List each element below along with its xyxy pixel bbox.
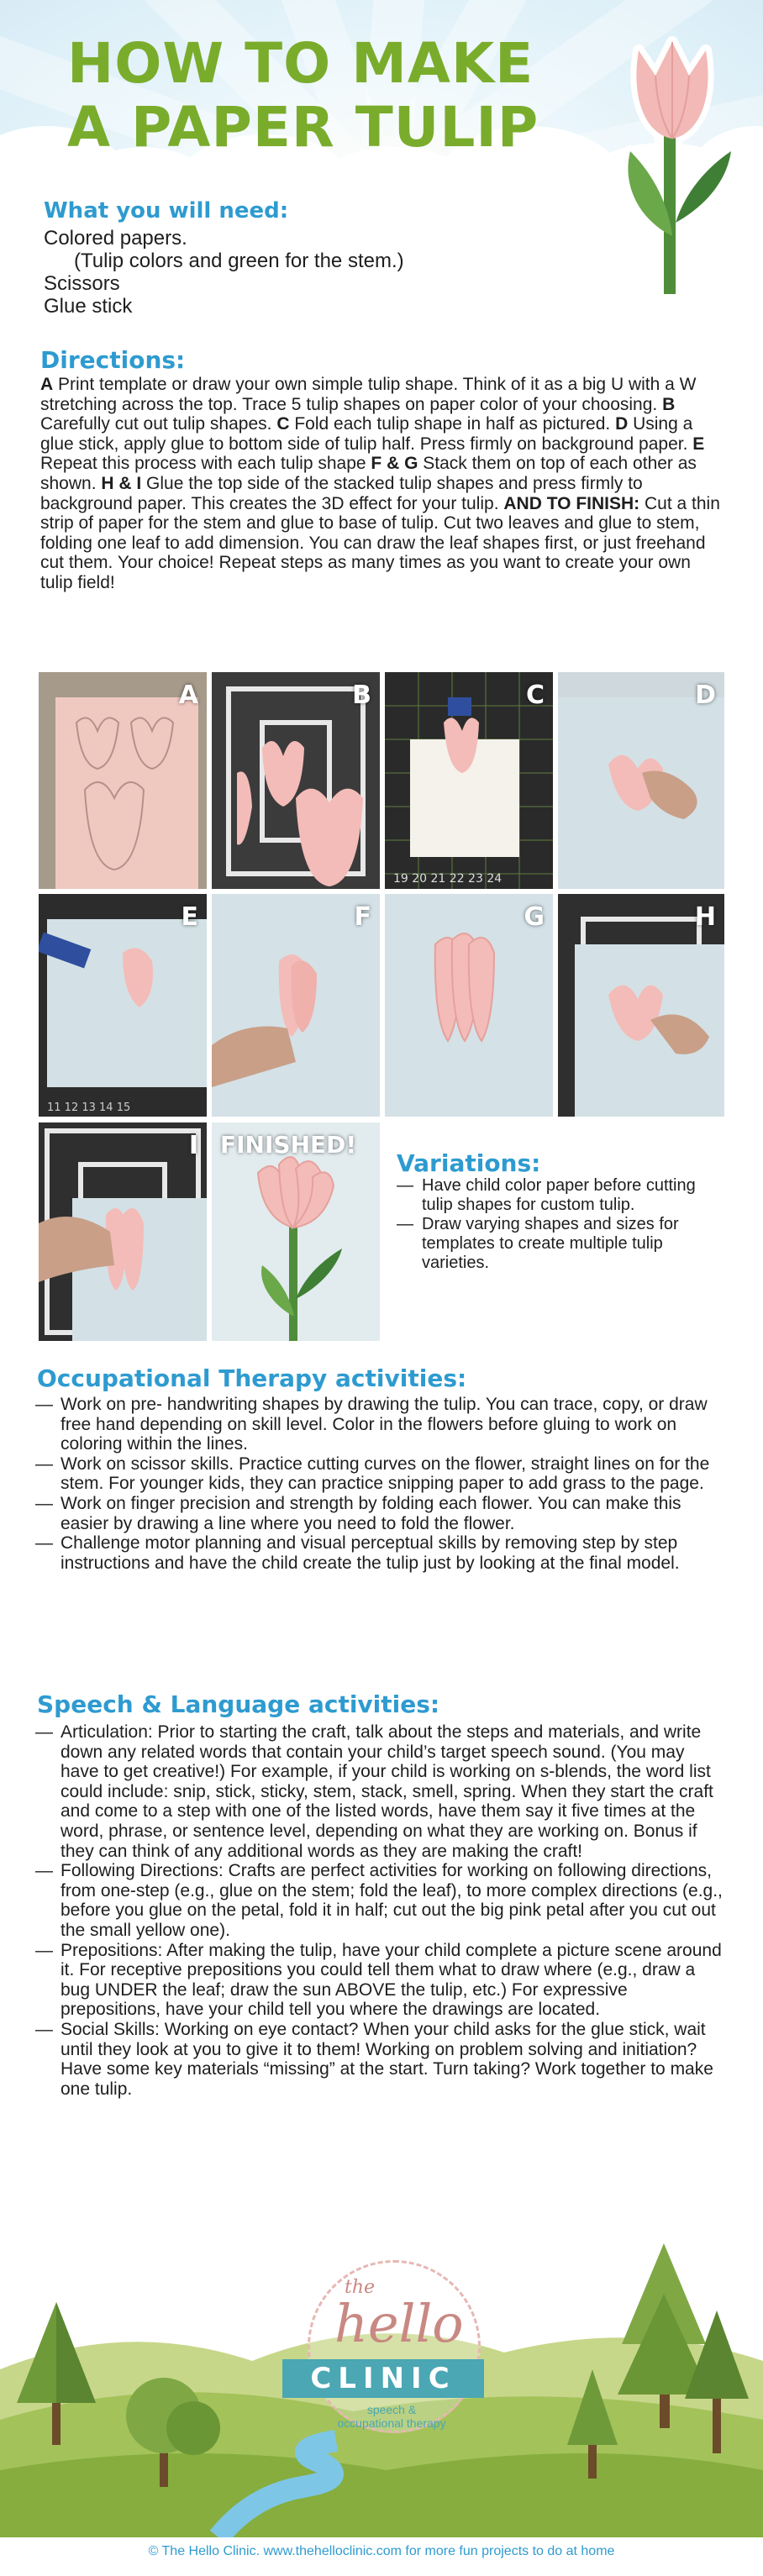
step-text: Repeat this process with each tulip shape [40, 454, 371, 474]
ot-item: — Work on scissor skills. Practice cutting curves on the flower, straight lines on for the stem. For younger kids, they can practice snipping paper to add grass to the page. [35, 1454, 726, 1494]
needs-list [44, 227, 548, 318]
photo-label: A [178, 681, 198, 710]
photo-label: I [188, 1131, 198, 1160]
need-item: Glue stick [44, 295, 133, 318]
photo-step-b [212, 672, 380, 889]
photo-finished [212, 1122, 380, 1341]
logo-tagline [308, 2403, 476, 2430]
photo-label: D [695, 681, 716, 710]
tulip-illustration [588, 25, 756, 302]
photo-step-h [558, 894, 724, 1117]
need-item: (Tulip colors and green for the stem.) [74, 250, 404, 272]
directions-text [40, 375, 725, 593]
photo-label: F [354, 902, 371, 932]
need-item: Scissors [44, 272, 120, 295]
step-text: Carefully cut out tulip shapes. [40, 414, 277, 434]
need-item: Colored papers. [44, 227, 187, 250]
photo-step-i [39, 1122, 207, 1341]
step-text: Stack them on top of each other as shown. [40, 454, 697, 493]
step-letter: H & I [101, 473, 142, 493]
ot-item: — Challenge motor planning and visual perceptual skills by removing step by step instructions and have the child create the tulip just by looking at the final model. [35, 1533, 726, 1573]
variations-heading: Variations: [397, 1149, 541, 1177]
speech-heading: Speech & Language activities: [37, 1690, 440, 1718]
step-text: Fold each tulip shape in half as pictured. [289, 414, 616, 434]
photo-label: FINISHED! [220, 1131, 357, 1159]
photo-label: B [352, 681, 371, 710]
title-line-1: HOW TO MAKE [67, 31, 534, 96]
photo-step-a [39, 672, 207, 889]
step-text: Print template or draw your own simple tulip shape. Think of it as a big U with a W stretching across the top. Trace 5 tulip shapes on paper color of your choosing. [40, 375, 697, 414]
speech-list [35, 1722, 726, 2099]
step-letter: B [662, 394, 676, 414]
ot-list [35, 1395, 726, 1573]
ot-item: — Work on finger precision and strength by folding each flower. You can make this easier by drawing a line where you need to fold the flower. [35, 1494, 726, 1533]
directions-heading: Directions: [40, 346, 186, 374]
svg-text:11 12 13 14 15: 11 12 13 14 15 [47, 1101, 131, 1114]
logo-tagline-line: speech & [366, 2403, 417, 2416]
step-text: Cut a thin strip of paper for the stem and glue to base of tulip. Cut two leaves and glue to stem, folding one leaf to add dimension. You can draw the leaf shapes first, or just freehand cut them. Your choice! Repeat steps as many times as you want to create your own tulip field! [40, 493, 720, 592]
variation-item: — Draw varying shapes and sizes for templates to create multiple tulip varieties. [397, 1215, 699, 1273]
needs-heading: What you will need: [44, 198, 289, 223]
speech-item: — Articulation: Prior to starting the craft, talk about the steps and materials, and write down any related words that contain your child’s target speech sound. (You may have to get creative!) For example, if your child is working on s-blends, the word list could include: snip, stick, sticky, stem, stack, smell, spring. When they start the craft and come to a step with one of the listed words, have them say it five times at the word, phrase, or sentence level, depending on what they are working on. Bonus if they can think of any additional words as they are making the craft! [35, 1722, 726, 1861]
page-title [67, 32, 539, 160]
photo-label: H [694, 902, 716, 932]
step-letter: F & G [371, 454, 418, 474]
step-letter: E [692, 434, 705, 454]
step-letter: A [40, 375, 54, 394]
ot-heading: Occupational Therapy activities: [37, 1364, 467, 1392]
step-letter: AND TO FINISH: [503, 493, 640, 513]
photo-label: G [524, 902, 545, 932]
svg-text:19 20 21 22 23 24: 19 20 21 22 23 24 [393, 872, 503, 886]
footer-copyright: © The Hello Clinic. www.thehelloclinic.com for more fun projects to do at home [148, 2544, 615, 2558]
step-text: Glue the top side of the stacked tulip shapes and press firmly to background paper. This creates the 3D effect for your tulip. [40, 473, 643, 513]
photo-step-c [385, 672, 553, 889]
step-text: Using a glue stick, apply glue to bottom side of tulip half. Press firmly on background paper. [40, 414, 693, 454]
variations-list [397, 1176, 699, 1273]
variation-item: — Have child color paper before cutting tulip shapes for custom tulip. [397, 1176, 699, 1215]
title-line-2: A PAPER TULIP [67, 95, 539, 160]
photo-label: C [525, 681, 545, 710]
logo-the: the [345, 2277, 376, 2298]
speech-item: — Prepositions: After making the tulip, have your child complete a picture scene around it. For receptive prepositions you could tell them what to draw where (e.g., draw a bug UNDER the leaf; draw the sun ABOVE the tulip, etc.) For expressive prepositions, have your child tell you where the drawings are located. [35, 1941, 726, 2020]
step-letter: D [615, 414, 629, 434]
step-letter: C [276, 414, 290, 434]
logo-hello: hello [334, 2293, 464, 2354]
speech-item: — Following Directions: Crafts are perfect activities for working on following directions, from one-step (e.g., glue on the stem; fold the leaf), to more complex directions (e.g., before you glue on the petal, fold it in half; cut out the big pink petal after you cut out the small yellow one). [35, 1861, 726, 1940]
photo-step-e [39, 894, 207, 1117]
ot-item: — Work on pre- handwriting shapes by drawing the tulip. You can trace, copy, or draw free hand depending on skill level. Color in the flowers before gluing to work on coloring within the lines. [35, 1395, 726, 1454]
photo-label: E [181, 902, 198, 932]
photo-step-g [385, 894, 553, 1117]
logo-tagline-line: occupational therapy [337, 2416, 446, 2430]
speech-item: — Social Skills: Working on eye contact? When your child asks for the glue stick, wait until they look at you to give it to them! Working on problem solving and initiation? Have some key materials “missing” at the start. Turn taking? Work together to make one tulip. [35, 2020, 726, 2099]
photo-step-f [212, 894, 380, 1117]
photo-step-d [558, 672, 724, 889]
logo-clinic: CLINIC [282, 2359, 484, 2398]
